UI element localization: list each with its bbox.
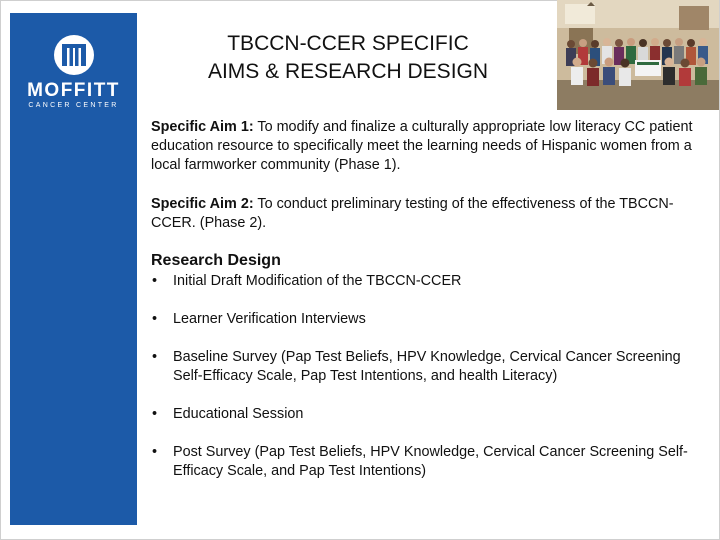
list-item [151, 405, 696, 424]
list-item-text: Initial Draft Modification of the TBCCN-CCER [173, 273, 462, 289]
list-item-text: Post Survey (Pap Test Beliefs, HPV Knowledge, Cervical Cancer Screening Self-Efficacy Scale, and Pap Test Intentions) [173, 444, 688, 479]
list-item [151, 443, 696, 481]
sidebar [10, 13, 137, 525]
list-item-text: Learner Verification Interviews [173, 311, 366, 327]
group-photo-image [557, 0, 719, 110]
list-item-text: Educational Session [173, 406, 304, 422]
logo [10, 33, 137, 111]
moffitt-logo-icon [52, 33, 96, 77]
bullet-icon: • [152, 311, 158, 327]
slide-title-line-2: AIMS & RESEARCH DESIGN [207, 60, 489, 83]
bullet-icon: • [152, 349, 158, 365]
aim-1-label: Specific Aim 1: [151, 119, 254, 135]
specific-aim-2 [151, 195, 696, 233]
logo-subtitle: CANCER CENTER [28, 102, 119, 109]
bullet-icon: • [152, 444, 158, 460]
main-content [151, 118, 696, 481]
bullet-icon: • [152, 406, 158, 422]
group-photo [557, 0, 719, 110]
slide-title [168, 30, 528, 86]
list-item-text: Baseline Survey (Pap Test Beliefs, HPV Knowledge, Cervical Cancer Screening Self-Efficacy Scale, Pap Test Intentions, and health Literacy) [173, 349, 681, 384]
aim-1-text: To modify and finalize a culturally appropriate low literacy CC patient education resource to specifically meet the learning needs of Hispanic women from a local farmworker community (Phase 1). [151, 119, 693, 173]
aim-2-label: Specific Aim 2: [151, 196, 254, 212]
list-item [151, 272, 696, 291]
research-design-heading: Research Design [151, 252, 281, 269]
aim-2-text: To conduct preliminary testing of the effectiveness of the TBCCN-CCER. (Phase 2). [151, 196, 674, 231]
logo-wordmark: MOFFITT [27, 80, 120, 101]
research-design-list [151, 272, 696, 481]
list-item [151, 348, 696, 386]
specific-aim-1 [151, 118, 696, 175]
bullet-icon: • [152, 273, 158, 289]
slide-title-line-1: TBCCN-CCER SPECIFIC [227, 32, 469, 55]
list-item [151, 310, 696, 329]
